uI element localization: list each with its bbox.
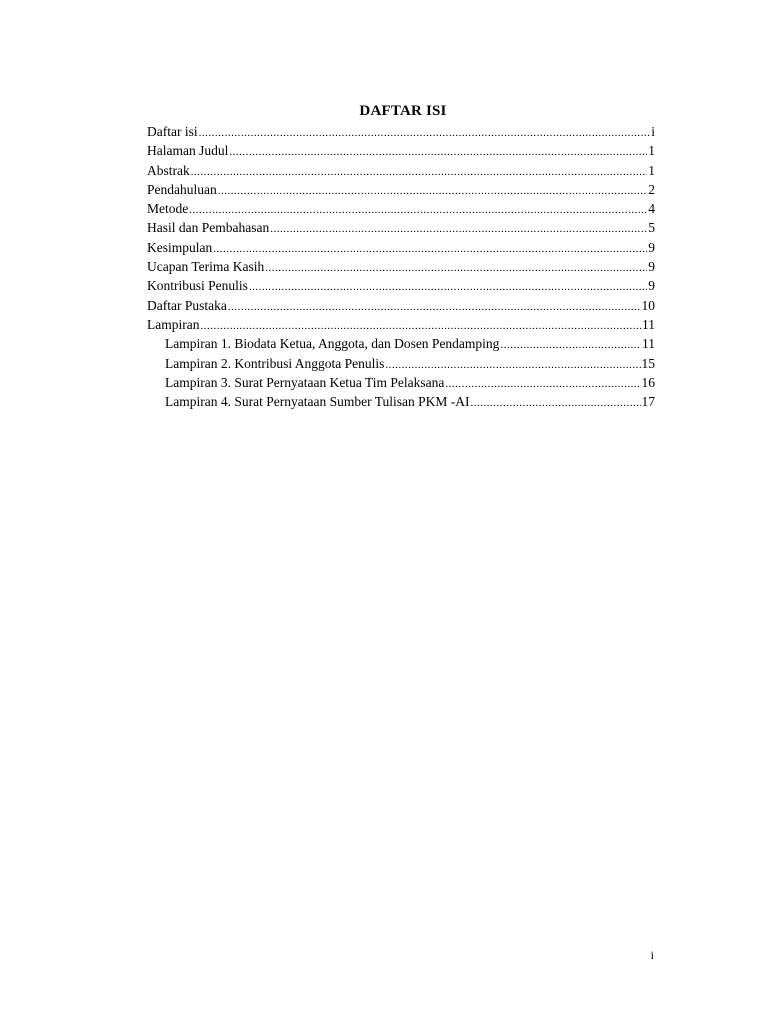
- toc-subentry[interactable]: [147, 334, 655, 353]
- toc-entry-label: Abstrak: [147, 162, 190, 178]
- toc-entry[interactable]: [147, 218, 655, 237]
- toc-entry-page: 5: [648, 220, 655, 236]
- toc-entry-label: Pendahuluan: [147, 181, 217, 197]
- toc-entry-label: Daftar isi: [147, 124, 198, 139]
- toc-entry-label: Kesimpulan: [147, 239, 213, 255]
- dot-leader: [445, 375, 640, 394]
- toc-subentry[interactable]: [147, 354, 655, 373]
- toc-entry-page: 9: [648, 239, 655, 255]
- toc-entry-label: Ucapan Terima Kasih: [147, 259, 265, 275]
- page-title: DAFTAR ISI: [359, 103, 447, 119]
- toc-entry[interactable]: [147, 161, 655, 180]
- dot-leader: [265, 259, 647, 278]
- toc-entry-label: Lampiran 1. Biodata Ketua, Anggota, dan Dosen Pendamping: [165, 336, 500, 352]
- toc-entry-page: 1: [648, 143, 655, 159]
- toc-entry-label: Lampiran: [147, 316, 200, 332]
- toc-entry-label: Lampiran 3. Surat Pernyataan Ketua Tim Pelaksana: [165, 374, 445, 390]
- toc-entry-label: Kontribusi Penulis: [147, 278, 248, 294]
- toc-entry[interactable]: [147, 296, 655, 315]
- toc-entry-page: 9: [648, 259, 655, 275]
- toc-entry[interactable]: [147, 180, 655, 199]
- dot-leader: [500, 336, 641, 355]
- toc-entry-label: Hasil dan Pembahasan: [147, 220, 270, 236]
- toc-entry[interactable]: [147, 122, 655, 141]
- toc-entry[interactable]: [147, 257, 655, 276]
- toc-entry-page: 4: [648, 201, 655, 217]
- toc-entry-page: 17: [641, 394, 655, 410]
- table-of-contents: [147, 122, 655, 411]
- dot-leader: [191, 163, 648, 182]
- toc-entry[interactable]: [147, 276, 655, 295]
- toc-entry-page: 16: [641, 374, 655, 390]
- dot-leader: [249, 278, 647, 297]
- toc-entry[interactable]: [147, 199, 655, 218]
- toc-entry-label: Halaman Judul: [147, 143, 229, 159]
- toc-entry-page: 15: [641, 355, 655, 371]
- toc-entry-label: Lampiran 2. Kontribusi Anggota Penulis: [165, 355, 385, 371]
- page-number: i: [650, 948, 654, 962]
- dot-leader: [228, 298, 641, 317]
- dot-leader: [270, 220, 647, 239]
- toc-entry-page: 11: [642, 336, 655, 352]
- toc-entry-label: Lampiran 4. Surat Pernyataan Sumber Tulisan PKM -AI: [165, 394, 470, 410]
- dot-leader: [470, 394, 640, 413]
- toc-subentry[interactable]: [147, 373, 655, 392]
- toc-entry[interactable]: [147, 315, 655, 334]
- dot-leader: [199, 124, 651, 143]
- dot-leader: [213, 240, 647, 259]
- toc-entry-label: Metode: [147, 201, 189, 217]
- dot-leader: [229, 143, 647, 162]
- toc-entry-page: 11: [642, 316, 655, 332]
- dot-leader: [218, 182, 648, 201]
- toc-entry-page: 1: [648, 162, 655, 178]
- toc-entry-page: 9: [648, 278, 655, 294]
- toc-entry-page: i: [651, 124, 655, 139]
- toc-entry-page: 10: [641, 297, 655, 313]
- toc-entry-page: 2: [648, 181, 655, 197]
- toc-entry-label: Daftar Pustaka: [147, 297, 227, 313]
- toc-entry[interactable]: [147, 141, 655, 160]
- toc-entry[interactable]: [147, 238, 655, 257]
- toc-subentry[interactable]: [147, 392, 655, 411]
